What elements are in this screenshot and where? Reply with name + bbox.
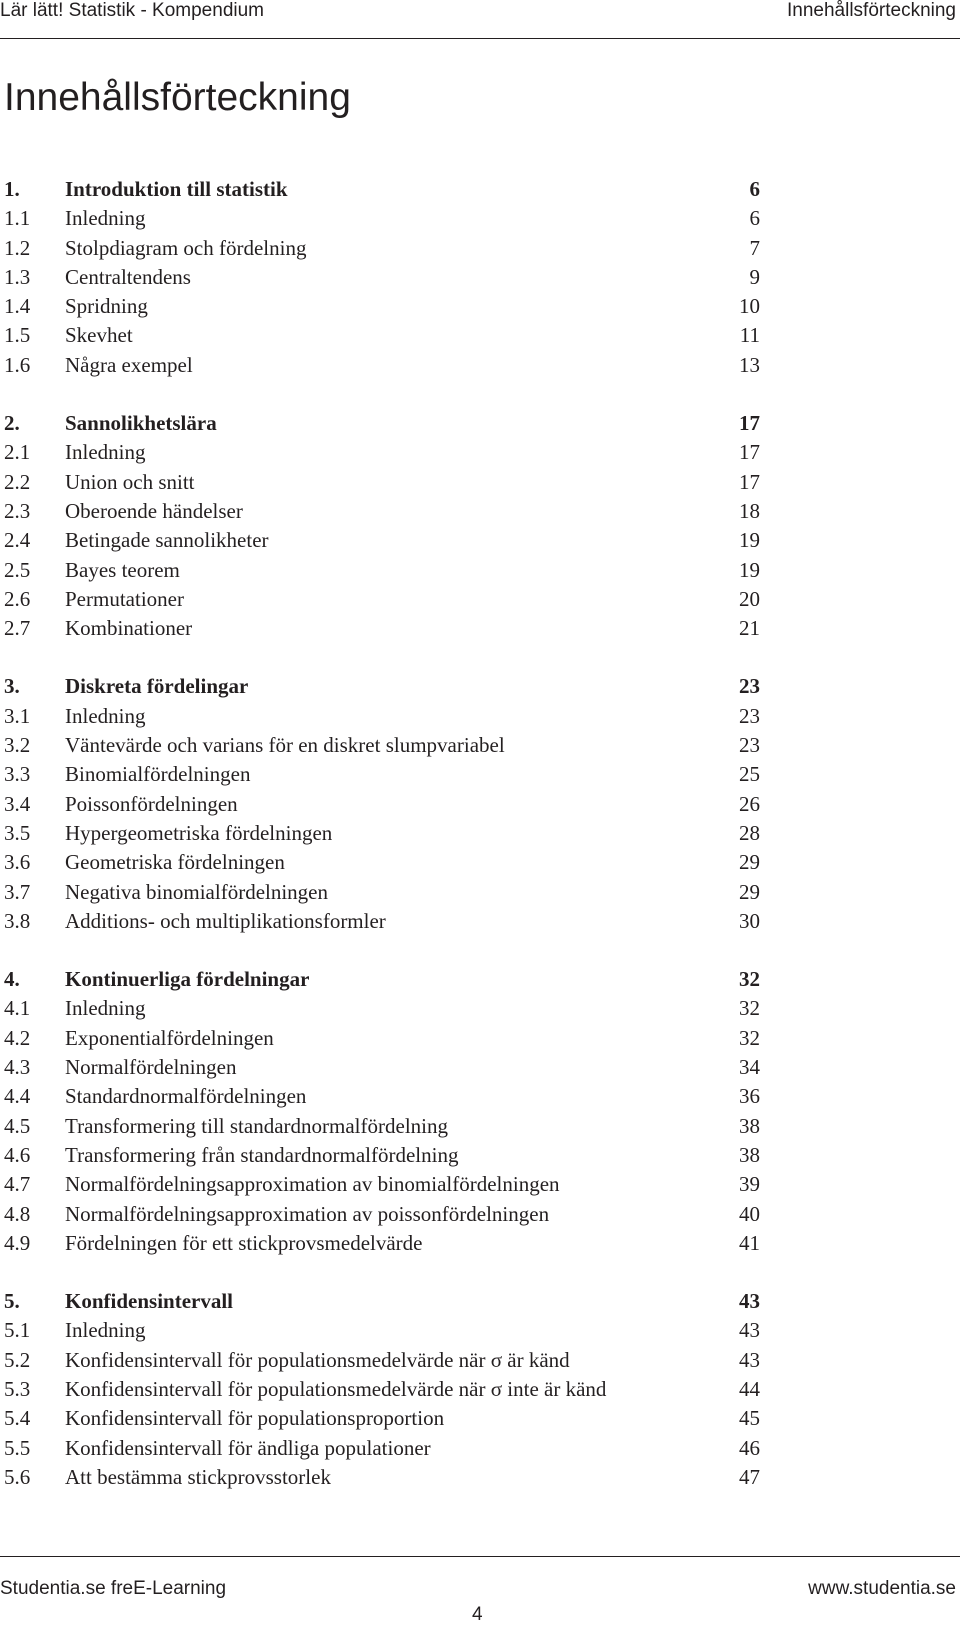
toc-title: Diskreta fördelingar bbox=[65, 674, 249, 699]
toc-number: 4.2 bbox=[4, 1025, 31, 1050]
toc-page-number: 9 bbox=[749, 264, 760, 289]
toc-page-number: 6 bbox=[749, 177, 760, 201]
toc-title: Permutationer bbox=[65, 586, 184, 611]
toc-title: Binomialfördelningen bbox=[65, 762, 251, 787]
toc-page-number: 18 bbox=[739, 498, 760, 523]
toc-chapter-row[interactable] bbox=[4, 1287, 760, 1316]
toc-page-number: 17 bbox=[739, 440, 760, 465]
header-section-title: Innehållsförteckning bbox=[787, 0, 956, 21]
toc-number: 3.7 bbox=[4, 879, 31, 904]
toc-page-number: 43 bbox=[739, 1318, 760, 1343]
toc-page-number: 17 bbox=[739, 469, 760, 494]
toc-page-number: 45 bbox=[739, 1406, 760, 1431]
toc-page-number: 32 bbox=[739, 1025, 760, 1050]
toc-number: 4.5 bbox=[4, 1113, 31, 1138]
toc-number: 1.2 bbox=[4, 235, 31, 260]
toc-entry-row[interactable] bbox=[4, 263, 760, 292]
toc-title: Union och snitt bbox=[65, 469, 195, 494]
toc-title: Exponentialfördelningen bbox=[65, 1025, 274, 1050]
toc-entry-row[interactable] bbox=[4, 526, 760, 555]
toc-page-number: 44 bbox=[739, 1376, 760, 1401]
toc-number: 3.3 bbox=[4, 762, 31, 787]
footer-website[interactable]: www.studentia.se bbox=[808, 1578, 956, 1599]
toc-chapter-section bbox=[4, 1287, 760, 1492]
toc-number: 1.4 bbox=[4, 294, 31, 319]
toc-page-number: 23 bbox=[739, 703, 760, 728]
toc-number: 4.8 bbox=[4, 1201, 31, 1226]
toc-entry-row[interactable] bbox=[4, 234, 760, 263]
toc-page-number: 11 bbox=[739, 323, 760, 348]
toc-page-number: 6 bbox=[749, 206, 760, 231]
toc-page-number: 32 bbox=[739, 967, 760, 992]
toc-page-number: 36 bbox=[739, 1084, 760, 1109]
toc-title: Hypergeometriska fördelningen bbox=[65, 820, 333, 845]
toc-page-number: 41 bbox=[739, 1230, 760, 1255]
toc-title: Konfidensintervall för populationsmedelvärde när σ inte är känd bbox=[65, 1376, 607, 1401]
toc-title: Skevhet bbox=[65, 323, 133, 348]
toc-entry-row[interactable] bbox=[4, 1463, 760, 1492]
toc-number: 3. bbox=[4, 674, 20, 699]
toc-number: 2.4 bbox=[4, 528, 31, 553]
toc-number: 4.6 bbox=[4, 1142, 31, 1167]
toc-page-number: 28 bbox=[739, 820, 760, 845]
toc-title: Additions- och multiplikationsformler bbox=[65, 908, 386, 933]
toc-title: Normalfördelningsapproximation av binomialfördelningen bbox=[65, 1172, 560, 1197]
toc-page-number: 34 bbox=[739, 1055, 760, 1080]
toc-chapter-row[interactable] bbox=[4, 672, 760, 701]
toc-entry-row[interactable] bbox=[4, 878, 760, 907]
toc-entry-row[interactable] bbox=[4, 556, 760, 585]
toc-chapter-section bbox=[4, 672, 760, 936]
toc-entry-row[interactable] bbox=[4, 438, 760, 467]
toc-entry-row[interactable] bbox=[4, 614, 760, 643]
toc-entry-row[interactable] bbox=[4, 292, 760, 321]
toc-chapter-section bbox=[4, 409, 760, 643]
toc-title: Väntevärde och varians för en diskret slumpvariabel bbox=[65, 733, 505, 758]
toc-page-number: 20 bbox=[739, 586, 760, 611]
toc-title: Negativa binomialfördelningen bbox=[65, 879, 329, 904]
page-number: 4 bbox=[472, 1604, 483, 1625]
toc-entry-row[interactable] bbox=[4, 731, 760, 760]
toc-entry-row[interactable] bbox=[4, 702, 760, 731]
toc-entry-row[interactable] bbox=[4, 1200, 760, 1229]
toc-entry-row[interactable] bbox=[4, 1053, 760, 1082]
toc-number: 4.9 bbox=[4, 1230, 31, 1255]
toc-page-number: 23 bbox=[739, 674, 760, 699]
toc-page-number: 29 bbox=[739, 879, 760, 904]
toc-number: 5.4 bbox=[4, 1406, 31, 1431]
toc-number: 4.4 bbox=[4, 1084, 31, 1109]
toc-title: Transformering till standardnormalfördelning bbox=[65, 1113, 448, 1138]
toc-entry-row[interactable] bbox=[4, 351, 760, 380]
toc-page-number: 7 bbox=[749, 235, 760, 260]
toc-number: 2.3 bbox=[4, 498, 31, 523]
toc-entry-row[interactable] bbox=[4, 760, 760, 789]
toc-page-number: 40 bbox=[739, 1201, 760, 1226]
toc-number: 5.5 bbox=[4, 1435, 31, 1460]
toc-number: 2.2 bbox=[4, 469, 31, 494]
toc-title: Transformering från standardnormalfördelning bbox=[65, 1142, 459, 1167]
toc-number: 4.1 bbox=[4, 996, 31, 1021]
toc-entry-row[interactable] bbox=[4, 321, 760, 350]
toc-entry-row[interactable] bbox=[4, 1229, 760, 1258]
toc-title: Kombinationer bbox=[65, 616, 193, 641]
toc-chapter-section bbox=[4, 175, 760, 380]
toc-page-number: 39 bbox=[739, 1172, 760, 1197]
toc-number: 2.7 bbox=[4, 616, 31, 641]
page-title: Innehållsförteckning bbox=[4, 76, 351, 119]
toc-entry-row[interactable] bbox=[4, 790, 760, 819]
toc-title: Introduktion till statistik bbox=[65, 177, 288, 201]
toc-title: Stolpdiagram och fördelning bbox=[65, 235, 307, 260]
toc-title: Normalfördelningen bbox=[65, 1055, 237, 1080]
toc-page-number: 19 bbox=[739, 528, 760, 553]
toc-title: Inledning bbox=[65, 996, 146, 1021]
toc-number: 3.5 bbox=[4, 820, 31, 845]
toc-page-number: 13 bbox=[739, 352, 760, 377]
toc-title: Några exempel bbox=[65, 352, 193, 377]
toc-title: Att bestämma stickprovsstorlek bbox=[65, 1464, 331, 1489]
toc-number: 5.1 bbox=[4, 1318, 31, 1343]
toc-title: Konfidensintervall för ändliga populationer bbox=[65, 1435, 431, 1460]
header-divider bbox=[0, 38, 960, 39]
toc-number: 5. bbox=[4, 1289, 20, 1314]
toc-number: 3.2 bbox=[4, 733, 31, 758]
toc-title: Betingade sannolikheter bbox=[65, 528, 269, 553]
toc-entry-row[interactable] bbox=[4, 1375, 760, 1404]
table-of-contents bbox=[4, 175, 760, 1521]
toc-entry-row[interactable] bbox=[4, 1434, 760, 1463]
toc-page-number: 43 bbox=[739, 1347, 760, 1372]
toc-number: 5.3 bbox=[4, 1376, 31, 1401]
toc-page-number: 46 bbox=[739, 1435, 760, 1460]
toc-number: 4.7 bbox=[4, 1172, 31, 1197]
toc-page-number: 25 bbox=[739, 762, 760, 787]
toc-entry-row[interactable] bbox=[4, 497, 760, 526]
toc-number: 2.6 bbox=[4, 586, 31, 611]
toc-title: Spridning bbox=[65, 294, 148, 319]
toc-page-number: 29 bbox=[739, 850, 760, 875]
toc-page-number: 32 bbox=[739, 996, 760, 1021]
toc-page-number: 38 bbox=[739, 1113, 760, 1138]
toc-entry-row[interactable] bbox=[4, 204, 760, 233]
footer-divider bbox=[0, 1556, 960, 1557]
toc-number: 1.1 bbox=[4, 206, 31, 231]
toc-entry-row[interactable] bbox=[4, 994, 760, 1023]
toc-page-number: 17 bbox=[739, 411, 760, 436]
toc-title: Oberoende händelser bbox=[65, 498, 243, 523]
toc-number: 1.3 bbox=[4, 264, 31, 289]
toc-entry-row[interactable] bbox=[4, 1141, 760, 1170]
toc-title: Inledning bbox=[65, 703, 146, 728]
toc-number: 5.2 bbox=[4, 1347, 31, 1372]
toc-title: Konfidensintervall för populationsmedelvärde när σ är känd bbox=[65, 1347, 570, 1372]
toc-title: Sannolikhetslära bbox=[65, 411, 217, 436]
toc-chapter-row[interactable] bbox=[4, 965, 760, 994]
toc-page-number: 30 bbox=[739, 908, 760, 933]
toc-page-number: 19 bbox=[739, 557, 760, 582]
toc-number: 1.6 bbox=[4, 352, 31, 377]
toc-page-number: 38 bbox=[739, 1142, 760, 1167]
toc-number: 3.8 bbox=[4, 908, 31, 933]
toc-page-number: 10 bbox=[739, 294, 760, 319]
toc-title: Inledning bbox=[65, 206, 146, 231]
toc-chapter-row[interactable] bbox=[4, 175, 760, 204]
toc-page-number: 43 bbox=[739, 1289, 760, 1314]
toc-title: Inledning bbox=[65, 440, 146, 465]
toc-entry-row[interactable] bbox=[4, 1316, 760, 1345]
toc-entry-row[interactable] bbox=[4, 1112, 760, 1141]
toc-number: 1.5 bbox=[4, 323, 31, 348]
toc-number: 4. bbox=[4, 967, 20, 992]
toc-title: Konfidensintervall bbox=[65, 1289, 234, 1314]
toc-page-number: 21 bbox=[739, 616, 760, 641]
toc-entry-row[interactable] bbox=[4, 1082, 760, 1111]
toc-title: Normalfördelningsapproximation av poissonfördelningen bbox=[65, 1201, 550, 1226]
toc-entry-row[interactable] bbox=[4, 1346, 760, 1375]
toc-entry-row[interactable] bbox=[4, 819, 760, 848]
toc-page-number: 23 bbox=[739, 733, 760, 758]
toc-title: Inledning bbox=[65, 1318, 146, 1343]
toc-page-number: 47 bbox=[739, 1464, 760, 1489]
toc-entry-row[interactable] bbox=[4, 907, 760, 936]
toc-title: Standardnormalfördelningen bbox=[65, 1084, 307, 1109]
toc-number: 3.4 bbox=[4, 791, 31, 816]
toc-number: 2.1 bbox=[4, 440, 31, 465]
running-header bbox=[0, 0, 960, 30]
toc-title: Fördelningen för ett stickprovsmedelvärde bbox=[65, 1230, 423, 1255]
toc-entry-row[interactable] bbox=[4, 1024, 760, 1053]
toc-title: Konfidensintervall för populationsproportion bbox=[65, 1406, 445, 1431]
toc-number: 5.6 bbox=[4, 1464, 31, 1489]
toc-title: Centraltendens bbox=[65, 264, 191, 289]
toc-chapter-section bbox=[4, 965, 760, 1258]
toc-entry-row[interactable] bbox=[4, 1404, 760, 1433]
toc-title: Geometriska fördelningen bbox=[65, 850, 285, 875]
toc-number: 2. bbox=[4, 411, 20, 436]
header-book-title: Lär lätt! Statistik - Kompendium bbox=[0, 0, 264, 21]
toc-page-number: 26 bbox=[739, 791, 760, 816]
toc-entry-row[interactable] bbox=[4, 848, 760, 877]
toc-title: Bayes teorem bbox=[65, 557, 180, 582]
toc-title: Poissonfördelningen bbox=[65, 791, 238, 816]
toc-number: 4.3 bbox=[4, 1055, 31, 1080]
toc-chapter-row[interactable] bbox=[4, 409, 760, 438]
toc-title: Kontinuerliga fördelningar bbox=[65, 967, 310, 992]
toc-number: 3.6 bbox=[4, 850, 31, 875]
toc-number: 2.5 bbox=[4, 557, 31, 582]
toc-entry-row[interactable] bbox=[4, 585, 760, 614]
toc-number: 3.1 bbox=[4, 703, 31, 728]
toc-number: 1. bbox=[4, 177, 20, 201]
toc-entry-row[interactable] bbox=[4, 468, 760, 497]
footer-publisher: Studentia.se freE-Learning bbox=[0, 1578, 227, 1599]
toc-entry-row[interactable] bbox=[4, 1170, 760, 1199]
